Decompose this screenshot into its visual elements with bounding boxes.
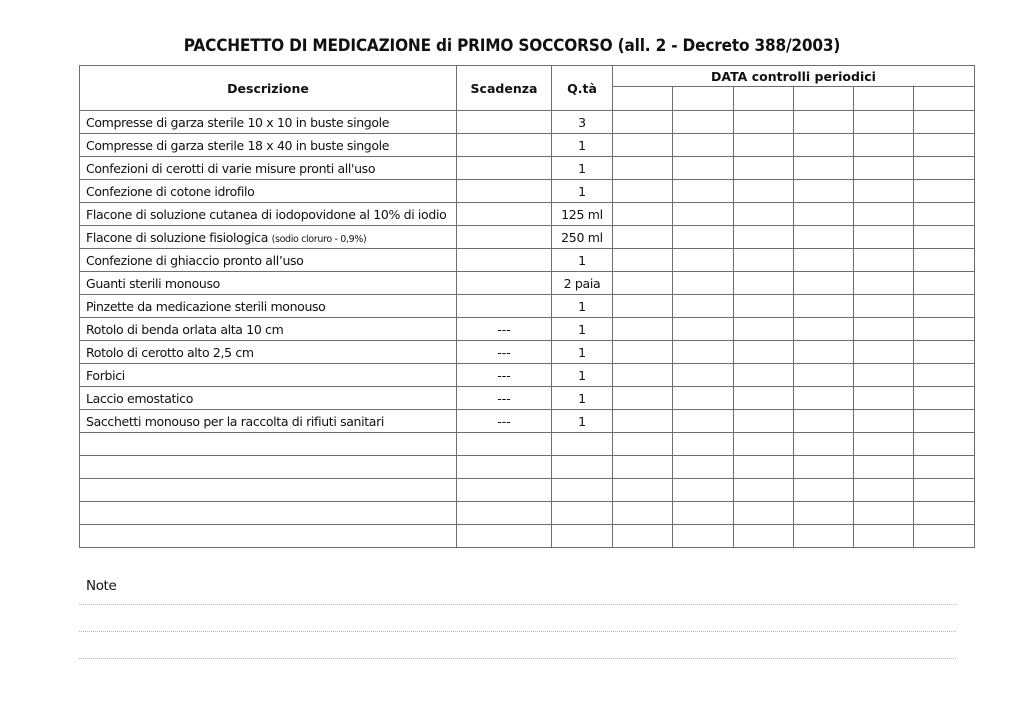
item-description: Guanti sterili monouso: [86, 275, 220, 291]
item-description-cell[interactable]: [80, 157, 457, 180]
column-header-expiry: Scadenza: [457, 66, 552, 111]
item-quantity-cell[interactable]: [552, 456, 613, 479]
check-date-cell[interactable]: [914, 249, 975, 272]
item-expiry-cell[interactable]: [457, 479, 552, 502]
check-date-header-cell[interactable]: [613, 87, 673, 111]
check-date-header-cell[interactable]: [673, 87, 734, 111]
check-date-cell[interactable]: [854, 180, 914, 203]
item-expiry-cell[interactable]: [457, 295, 552, 318]
table-row: [80, 249, 975, 272]
check-date-cell[interactable]: [794, 203, 854, 226]
table-row: [80, 387, 975, 410]
table-row: [80, 295, 975, 318]
check-date-cell[interactable]: [914, 318, 975, 341]
item-description-cell[interactable]: [80, 226, 457, 249]
item-expiry-cell[interactable]: ---: [457, 387, 552, 410]
item-description: Flacone di soluzione fisiologica: [86, 229, 272, 245]
check-date-cell[interactable]: [613, 318, 673, 341]
table-row: [80, 479, 975, 502]
check-date-cell[interactable]: [794, 433, 854, 456]
item-quantity-cell[interactable]: 1: [552, 318, 613, 341]
check-date-cell[interactable]: [854, 479, 914, 502]
item-quantity-cell[interactable]: 1: [552, 157, 613, 180]
item-quantity-cell[interactable]: 2 paia: [552, 272, 613, 295]
item-quantity-cell[interactable]: 1: [552, 410, 613, 433]
table-row: [80, 364, 975, 387]
check-date-cell[interactable]: [734, 134, 794, 157]
check-date-cell[interactable]: [613, 341, 673, 364]
item-expiry-cell[interactable]: [457, 180, 552, 203]
check-date-cell[interactable]: [673, 295, 734, 318]
table-row: [80, 410, 975, 433]
table-row: [80, 134, 975, 157]
table-row: [80, 502, 975, 525]
check-date-cell[interactable]: [734, 180, 794, 203]
item-expiry-cell[interactable]: ---: [457, 341, 552, 364]
check-date-cell[interactable]: [613, 272, 673, 295]
item-description-cell[interactable]: [80, 203, 457, 226]
notes-line[interactable]: [79, 658, 956, 659]
check-date-cell[interactable]: [854, 157, 914, 180]
item-quantity-cell[interactable]: 1: [552, 364, 613, 387]
check-date-cell[interactable]: [794, 456, 854, 479]
notes-line[interactable]: [79, 604, 956, 605]
check-date-cell[interactable]: [673, 249, 734, 272]
check-date-cell[interactable]: [734, 525, 794, 548]
check-date-cell[interactable]: [854, 249, 914, 272]
column-header-periodic-checks: DATA controlli periodici: [613, 66, 975, 87]
item-description: Confezione di cotone idrofilo: [86, 183, 255, 199]
check-date-cell[interactable]: [613, 456, 673, 479]
item-description: Forbici: [86, 367, 125, 383]
item-quantity-cell[interactable]: [552, 502, 613, 525]
item-description-cell[interactable]: [80, 364, 457, 387]
table-row: [80, 433, 975, 456]
check-date-cell[interactable]: [794, 410, 854, 433]
item-expiry-cell[interactable]: [457, 111, 552, 134]
table-row: [80, 180, 975, 203]
item-quantity-cell[interactable]: [552, 479, 613, 502]
column-header-description: Descrizione: [80, 66, 457, 111]
check-date-cell[interactable]: [734, 111, 794, 134]
check-date-cell[interactable]: [854, 502, 914, 525]
check-date-cell[interactable]: [613, 203, 673, 226]
item-description: Confezione di ghiaccio pronto all’uso: [86, 252, 304, 268]
table-row: [80, 272, 975, 295]
check-date-cell[interactable]: [613, 502, 673, 525]
header-row: [80, 66, 975, 87]
check-date-cell[interactable]: [794, 364, 854, 387]
check-date-cell[interactable]: [794, 226, 854, 249]
check-date-cell[interactable]: [734, 364, 794, 387]
check-date-cell[interactable]: [613, 157, 673, 180]
check-date-cell[interactable]: [734, 479, 794, 502]
item-quantity-cell[interactable]: 250 ml: [552, 226, 613, 249]
check-date-cell[interactable]: [914, 387, 975, 410]
item-quantity-cell[interactable]: [552, 433, 613, 456]
check-date-cell[interactable]: [854, 111, 914, 134]
item-expiry-cell[interactable]: ---: [457, 318, 552, 341]
first-aid-kit-table: [79, 65, 975, 548]
check-date-cell[interactable]: [613, 387, 673, 410]
item-description: Compresse di garza sterile 10 x 10 in buste singole: [86, 114, 390, 130]
check-date-cell[interactable]: [673, 341, 734, 364]
item-quantity-cell[interactable]: 1: [552, 249, 613, 272]
check-date-cell[interactable]: [613, 525, 673, 548]
check-date-cell[interactable]: [914, 433, 975, 456]
check-date-cell[interactable]: [914, 272, 975, 295]
check-date-cell[interactable]: [794, 157, 854, 180]
check-date-cell[interactable]: [673, 180, 734, 203]
item-quantity-cell[interactable]: 1: [552, 387, 613, 410]
check-date-header-cell[interactable]: [794, 87, 854, 111]
check-date-cell[interactable]: [854, 456, 914, 479]
check-date-cell[interactable]: [734, 433, 794, 456]
item-expiry-cell[interactable]: [457, 272, 552, 295]
check-date-cell[interactable]: [854, 433, 914, 456]
item-quantity-cell[interactable]: 1: [552, 134, 613, 157]
item-expiry-cell[interactable]: [457, 249, 552, 272]
check-date-cell[interactable]: [734, 295, 794, 318]
check-date-cell[interactable]: [914, 479, 975, 502]
check-date-cell[interactable]: [854, 341, 914, 364]
check-date-cell[interactable]: [794, 272, 854, 295]
check-date-cell[interactable]: [613, 226, 673, 249]
check-date-cell[interactable]: [734, 249, 794, 272]
item-description-cell[interactable]: [80, 249, 457, 272]
check-date-cell[interactable]: [734, 203, 794, 226]
check-date-cell[interactable]: [613, 364, 673, 387]
check-date-cell[interactable]: [854, 295, 914, 318]
check-date-cell[interactable]: [673, 525, 734, 548]
check-date-cell[interactable]: [673, 226, 734, 249]
check-date-cell[interactable]: [914, 456, 975, 479]
table-row: [80, 525, 975, 548]
check-date-cell[interactable]: [613, 134, 673, 157]
item-expiry-cell[interactable]: ---: [457, 364, 552, 387]
column-header-quantity: Q.tà: [552, 66, 613, 111]
item-description: Laccio emostatico: [86, 390, 193, 406]
item-expiry-cell[interactable]: [457, 525, 552, 548]
check-date-cell[interactable]: [914, 410, 975, 433]
item-expiry-cell[interactable]: [457, 502, 552, 525]
item-description-cell[interactable]: [80, 111, 457, 134]
item-description-cell[interactable]: [80, 456, 457, 479]
table-row: [80, 111, 975, 134]
check-date-cell[interactable]: [613, 295, 673, 318]
item-expiry-cell[interactable]: [457, 456, 552, 479]
check-date-header-cell[interactable]: [914, 87, 975, 111]
page-title: PACCHETTO DI MEDICAZIONE di PRIMO SOCCORSO (all. 2 - Decreto 388/2003): [183, 36, 841, 55]
check-date-cell[interactable]: [673, 134, 734, 157]
check-date-header-cell[interactable]: [854, 87, 914, 111]
check-date-cell[interactable]: [734, 387, 794, 410]
check-date-cell[interactable]: [914, 180, 975, 203]
item-description-cell[interactable]: [80, 180, 457, 203]
item-description: Flacone di soluzione cutanea di iodopovidone al 10% di iodio: [86, 206, 447, 222]
item-quantity-cell[interactable]: 1: [552, 180, 613, 203]
notes-line[interactable]: [79, 631, 956, 632]
check-date-cell[interactable]: [854, 226, 914, 249]
item-quantity-cell[interactable]: 125 ml: [552, 203, 613, 226]
item-expiry-cell[interactable]: ---: [457, 410, 552, 433]
check-date-cell[interactable]: [854, 134, 914, 157]
check-date-cell[interactable]: [673, 364, 734, 387]
check-date-cell[interactable]: [673, 157, 734, 180]
check-date-cell[interactable]: [734, 272, 794, 295]
check-date-cell[interactable]: [914, 341, 975, 364]
item-expiry-cell[interactable]: [457, 134, 552, 157]
check-date-cell[interactable]: [854, 318, 914, 341]
check-date-cell[interactable]: [914, 502, 975, 525]
check-date-cell[interactable]: [794, 134, 854, 157]
notes-label: Note: [86, 578, 117, 594]
check-date-cell[interactable]: [854, 364, 914, 387]
item-expiry-cell[interactable]: [457, 226, 552, 249]
item-description: Sacchetti monouso per la raccolta di rifiuti sanitari: [86, 413, 385, 429]
check-date-cell[interactable]: [914, 134, 975, 157]
check-date-cell[interactable]: [673, 387, 734, 410]
check-date-cell[interactable]: [673, 502, 734, 525]
check-date-cell[interactable]: [854, 410, 914, 433]
item-description: Rotolo di benda orlata alta 10 cm: [86, 321, 284, 337]
table-row: [80, 318, 975, 341]
item-description-cell[interactable]: [80, 479, 457, 502]
check-date-cell[interactable]: [673, 111, 734, 134]
check-date-cell[interactable]: [613, 111, 673, 134]
item-description: Confezioni di cerotti di varie misure pronti all'uso: [86, 160, 376, 176]
check-date-cell[interactable]: [734, 502, 794, 525]
item-description-cell[interactable]: [80, 525, 457, 548]
check-date-cell[interactable]: [673, 456, 734, 479]
table-row: [80, 341, 975, 364]
check-date-cell[interactable]: [794, 111, 854, 134]
item-quantity-cell[interactable]: [552, 525, 613, 548]
item-description-cell[interactable]: [80, 341, 457, 364]
check-date-cell[interactable]: [854, 525, 914, 548]
check-date-cell[interactable]: [794, 180, 854, 203]
check-date-cell[interactable]: [734, 226, 794, 249]
item-quantity-cell[interactable]: 3: [552, 111, 613, 134]
check-date-cell[interactable]: [854, 387, 914, 410]
table-row: [80, 456, 975, 479]
check-date-cell[interactable]: [854, 203, 914, 226]
item-quantity-cell[interactable]: 1: [552, 341, 613, 364]
check-date-cell[interactable]: [613, 410, 673, 433]
check-date-cell[interactable]: [794, 479, 854, 502]
check-date-cell[interactable]: [914, 226, 975, 249]
check-date-cell[interactable]: [794, 249, 854, 272]
check-date-cell[interactable]: [914, 203, 975, 226]
check-date-cell[interactable]: [914, 364, 975, 387]
check-date-cell[interactable]: [673, 318, 734, 341]
table-row: [80, 226, 975, 249]
check-date-cell[interactable]: [794, 502, 854, 525]
check-date-cell[interactable]: [914, 525, 975, 548]
check-date-cell[interactable]: [914, 295, 975, 318]
check-date-cell[interactable]: [613, 249, 673, 272]
check-date-cell[interactable]: [673, 410, 734, 433]
check-date-cell[interactable]: [734, 456, 794, 479]
item-description-cell[interactable]: [80, 387, 457, 410]
check-date-cell[interactable]: [794, 341, 854, 364]
check-date-cell[interactable]: [673, 479, 734, 502]
item-description-cell[interactable]: [80, 295, 457, 318]
item-description-note: (sodio cloruro - 0,9%): [271, 233, 367, 245]
check-date-cell[interactable]: [613, 433, 673, 456]
item-description: Pinzette da medicazione sterili monouso: [86, 298, 326, 314]
item-quantity-cell[interactable]: 1: [552, 295, 613, 318]
check-date-cell[interactable]: [914, 111, 975, 134]
check-date-cell[interactable]: [914, 157, 975, 180]
table-row: [80, 157, 975, 180]
item-expiry-cell[interactable]: [457, 203, 552, 226]
check-date-cell[interactable]: [854, 272, 914, 295]
check-date-cell[interactable]: [613, 180, 673, 203]
check-date-cell[interactable]: [734, 157, 794, 180]
item-expiry-cell[interactable]: [457, 157, 552, 180]
item-description-cell[interactable]: [80, 410, 457, 433]
check-date-cell[interactable]: [734, 341, 794, 364]
check-date-cell[interactable]: [673, 203, 734, 226]
check-date-cell[interactable]: [794, 295, 854, 318]
item-expiry-cell[interactable]: [457, 433, 552, 456]
check-date-cell[interactable]: [734, 318, 794, 341]
check-date-header-cell[interactable]: [734, 87, 794, 111]
item-description-cell[interactable]: [80, 134, 457, 157]
table-row: [80, 203, 975, 226]
check-date-cell[interactable]: [734, 410, 794, 433]
check-date-cell[interactable]: [794, 318, 854, 341]
item-description: Compresse di garza sterile 18 x 40 in buste singole: [86, 137, 390, 153]
check-date-cell[interactable]: [673, 433, 734, 456]
check-date-cell[interactable]: [613, 479, 673, 502]
item-description-cell[interactable]: [80, 502, 457, 525]
item-description-cell[interactable]: [80, 272, 457, 295]
check-date-cell[interactable]: [794, 387, 854, 410]
check-date-cell[interactable]: [794, 525, 854, 548]
item-description-cell[interactable]: [80, 433, 457, 456]
check-date-cell[interactable]: [673, 272, 734, 295]
item-description-cell[interactable]: [80, 318, 457, 341]
item-description: Rotolo di cerotto alto 2,5 cm: [86, 344, 254, 360]
